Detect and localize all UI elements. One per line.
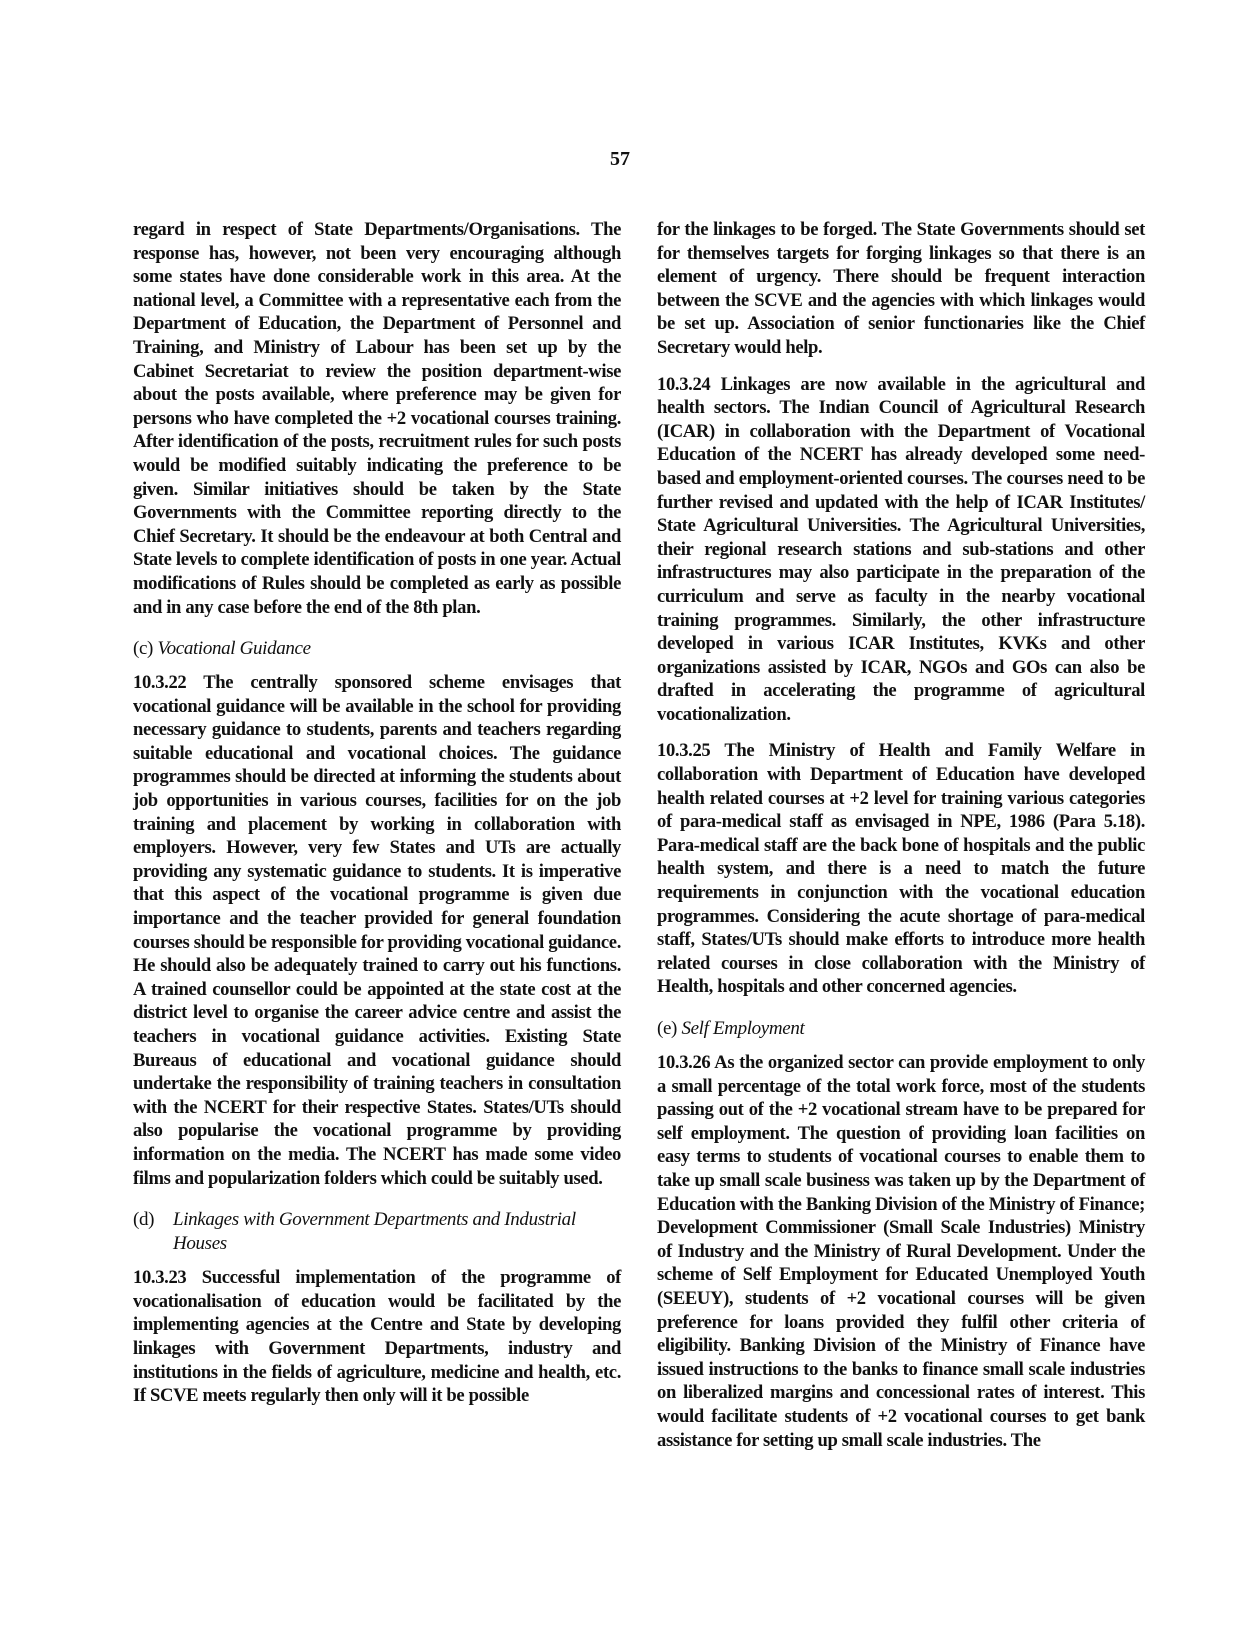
paragraph-10-3-25: 10.3.25 The Ministry of Health and Family Welfare in collaboration with Department of Education have developed health related courses at +2 level for training various categories of para-medical staff as envisaged in NPE, 1986 (Para 5.18). Para-medical staff are the back bone of hospitals and the public health system, and there is a need to match the future requirements in conjunction with the vocational education programmes. Considering the acute shortage of para-medical staff, States/UTs should make efforts to introduce more health related courses in close collaboration with the Ministry of Health, hospitals and other concerned agencies.	[657, 740, 1145, 998]
paragraph-10-3-24: 10.3.24 Linkages are now available in the agricultural and health sectors. The Indian Council of Agricultural Research (ICAR) in collaboration with the Department of Vocational Education of the NCERT has already developed some need-based and employment-oriented courses. The courses need to be further revised and updated with the help of ICAR Institutes/ State Agricultural Universities. The Agricultural Universities, their regional research stations and sub-stations and other infrastructures may also participate in the preparation of the curriculum and serve as faculty in the nearby vocational training programmes. Similarly, the other infrastructure developed in various ICAR Institutes, KVKs and other organizations assisted by ICAR, NGOs and GOs can also be drafted in accelerating the programme of agricultural vocationalization.	[657, 373, 1145, 725]
right-column	[657, 218, 1145, 1465]
paragraph-state-departments: regard in respect of State Departments/Organisations. The response has, however, not been very encouraging although some states have done considerable work in this area. At the national level, a Committee with a representative each from the Department of Education, the Department of Personnel and Training, and Ministry of Labour has been set up by the Cabinet Secretariat to review the position department-wise about the posts available, where preference may be given for persons who have completed the +2 vocational courses training. After identification of the posts, recruitment rules for such posts would be modified suitably indicating the preference to be given. Similar initiatives should be taken by the State Governments with the Committee reporting directly to the Chief Secretary. It should be the endeavour at both Central and State levels to complete identification of posts in one year. Actual modifications of Rules should be completed as early as possible and in any case before the end of the 8th plan.	[133, 219, 621, 618]
left-column	[133, 218, 621, 1421]
paragraph-linkages-continued: for the linkages to be forged. The State Governments should set for themselves targets for forging linkages so that there is an element of urgency. There should be frequent interaction between the SCVE and the agencies with which linkages would be set up. Association of senior functionaries like the Chief Secretary would help.	[657, 219, 1145, 358]
heading-vocational-guidance	[133, 637, 621, 661]
page-number: 57	[610, 148, 630, 170]
heading-linkages	[133, 1208, 621, 1256]
paragraph-10-3-22: 10.3.22 The centrally sponsored scheme envisages that vocational guidance will be available in the school for providing necessary guidance to students, parents and teachers regarding suitable educational and vocational choices. The guidance programmes should be directed at informing the students about job opportunities in various courses, facilities for on the job training and placement by working in collaboration with employers. However, very few States and UTs are actually providing any systematic guidance to students. It is imperative that this aspect of the vocational programme is given due importance and the teacher provided for general foundation courses should be responsible for providing vocational guidance. He should also be adequately trained to carry out his functions. A trained counsellor could be appointed at the state cost at the district level to organise the career advice centre and assist the teachers in vocational guidance activities. Existing State Bureaus of educational and vocational guidance should undertake the responsibility of training teachers in consultation with the NCERT for their respective States. States/UTs should also popularise the vocational programme by providing information on the media. The NCERT has made some video films and popularization folders which could be suitably used.	[133, 672, 621, 1189]
heading-label: (e)	[657, 1018, 678, 1039]
heading-title: Self Employment	[681, 1018, 805, 1039]
heading-title: Vocational Guidance	[157, 638, 311, 660]
heading-self-employment	[657, 1017, 1145, 1041]
paragraph-10-3-26: 10.3.26 As the organized sector can provide employment to only a small percentage of the total work force, most of the students passing out of the +2 vocational stream have to be prepared for self employment. The question of providing loan facilities on easy terms to students of vocational courses to enable them to take up small scale business was taken up by the Department of Education with the Banking Division of the Ministry of Finance; Development Commissioner (Small Scale Industries) Ministry of Industry and the Ministry of Rural Development. Under the scheme of Self Employment for Educated Unemployed Youth (SEEUY), students of +2 vocational courses will be given preference for loans provided they fulfil other criteria of eligibility. Banking Division of the Ministry of Finance have issued instructions to the banks to finance small scale industries on liberalized margins and concessional rates of interest. This would facilitate students of +2 vocational courses to get bank assistance for setting up small scale industries. The	[657, 1052, 1145, 1451]
heading-label: (d)	[133, 1209, 155, 1231]
heading-label: (c)	[133, 638, 154, 660]
paragraph-10-3-23: 10.3.23 Successful implementation of the programme of vocationalisation of education would be facilitated by the implementing agencies at the Centre and State by developing linkages with Government Departments, industry and institutions in the fields of agriculture, medicine and health, etc. If SCVE meets regularly then only will it be possible	[133, 1267, 621, 1407]
heading-title: Linkages with Government Departments and Industrial Houses	[173, 1209, 576, 1255]
